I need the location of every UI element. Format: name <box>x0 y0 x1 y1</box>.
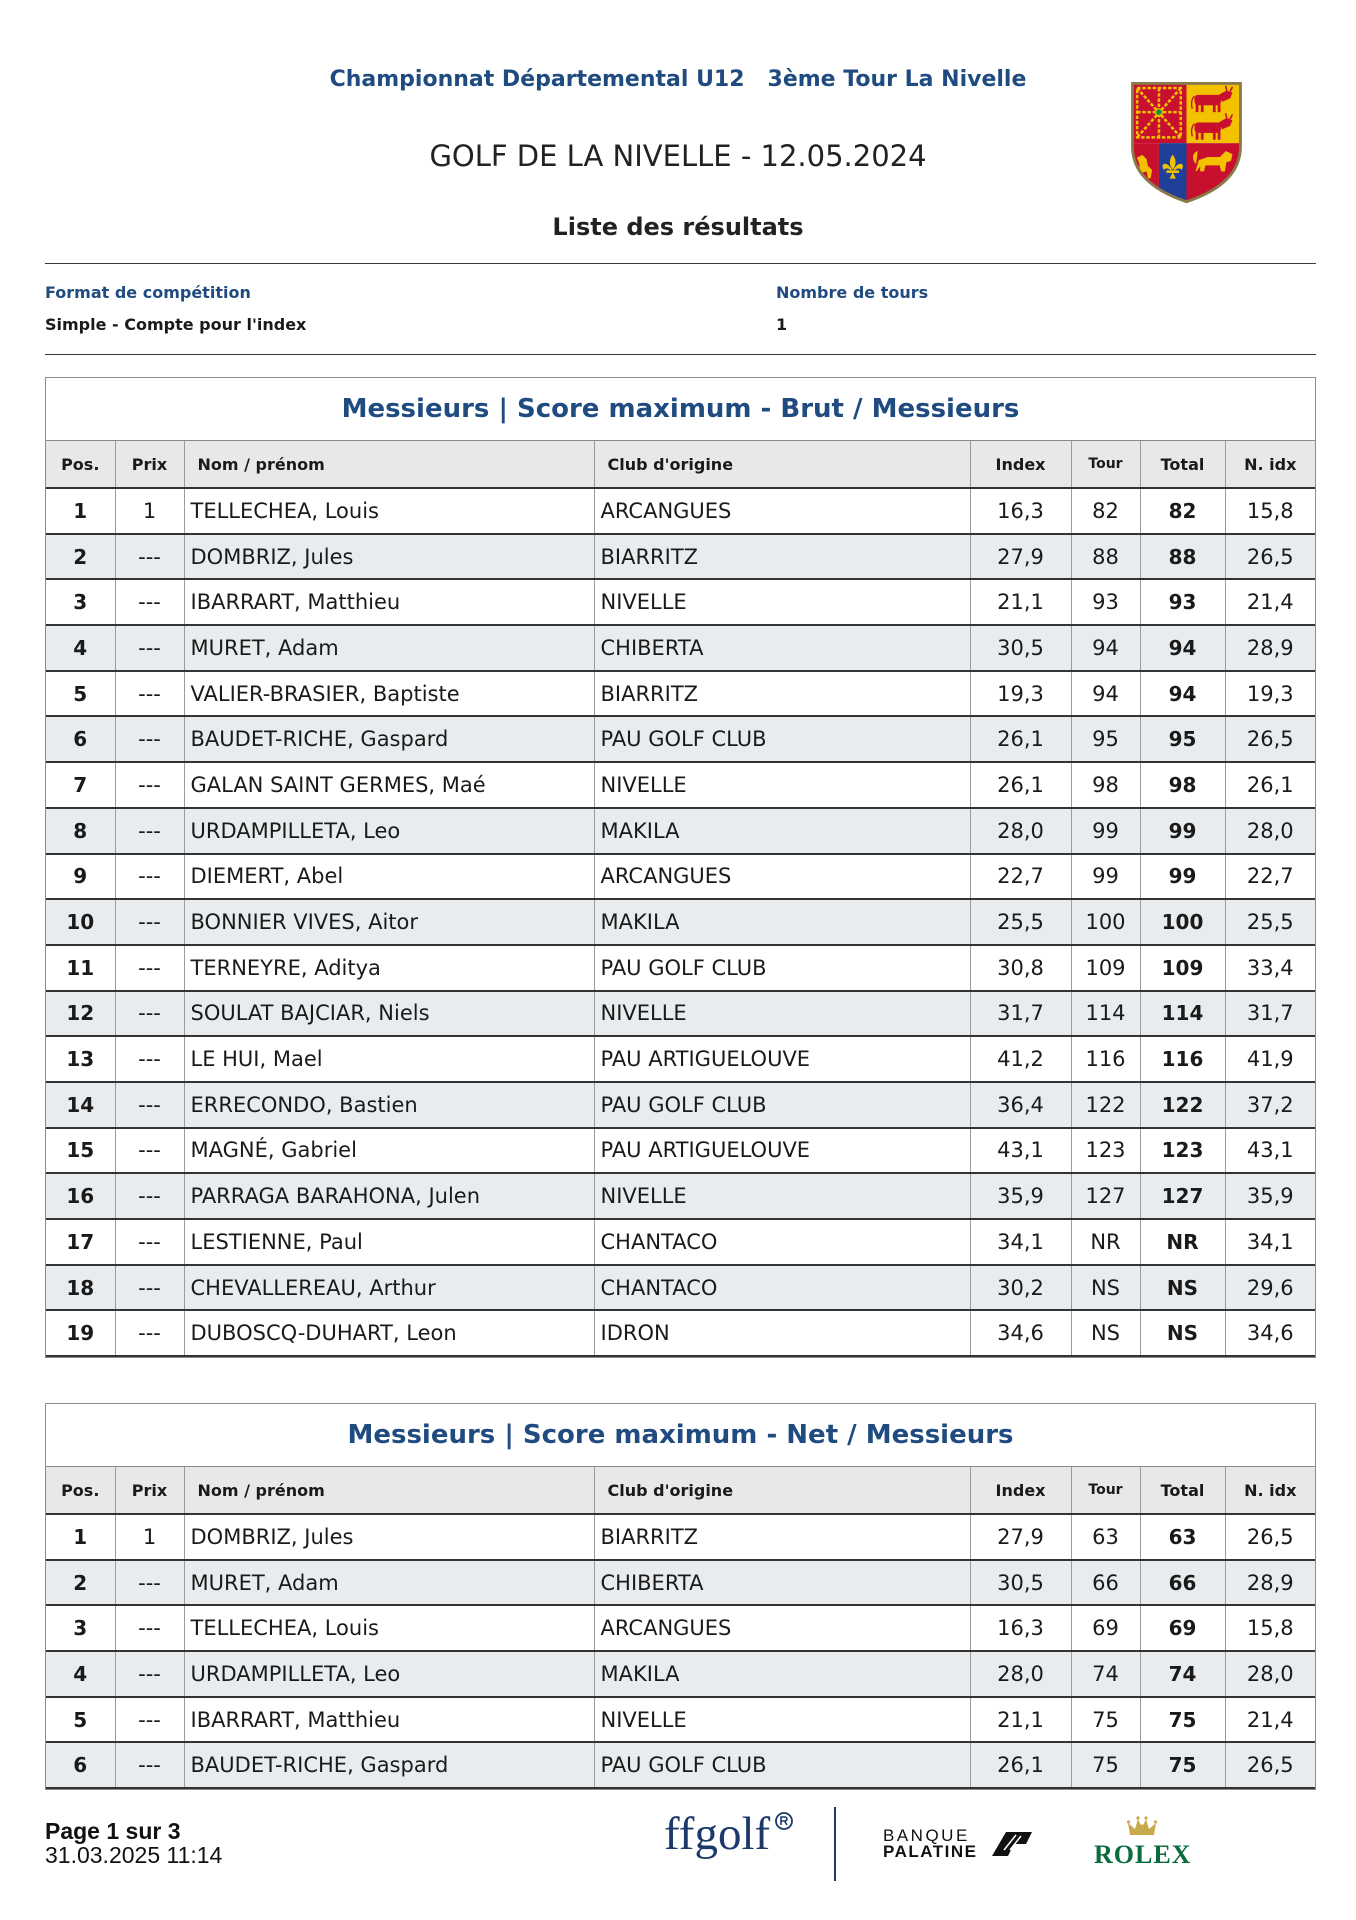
cell-tour: 122 <box>1071 1082 1140 1128</box>
cell-club: CHIBERTA <box>594 1560 970 1606</box>
cell-prix: --- <box>115 1310 184 1356</box>
cell-club: PAU GOLF CLUB <box>594 1082 970 1128</box>
cell-prix: --- <box>115 1742 184 1788</box>
cell-club: NIVELLE <box>594 762 970 808</box>
cell-prix: --- <box>115 1128 184 1174</box>
cell-tour: 74 <box>1071 1651 1140 1697</box>
cell-name: URDAMPILLETA, Leo <box>184 808 594 854</box>
cell-nidx: 26,5 <box>1225 1514 1315 1560</box>
cell-tour: 100 <box>1071 899 1140 945</box>
cell-tour: NS <box>1071 1310 1140 1356</box>
cell-club: IDRON <box>594 1310 970 1356</box>
cell-prix: --- <box>115 762 184 808</box>
cell-pos: 2 <box>46 1560 115 1606</box>
cell-name: CHEVALLEREAU, Arthur <box>184 1265 594 1311</box>
cell-pos: 18 <box>46 1265 115 1311</box>
cell-index: 30,2 <box>970 1265 1071 1311</box>
table-row <box>46 1514 1315 1560</box>
sponsor-divider <box>834 1807 836 1881</box>
cell-name: LE HUI, Mael <box>184 1036 594 1082</box>
cell-tour: 127 <box>1071 1173 1140 1219</box>
column-header-index: Index <box>970 441 1071 488</box>
cell-total: 82 <box>1140 488 1225 534</box>
table-row <box>46 808 1315 854</box>
column-header-tour: Tour <box>1071 1467 1140 1514</box>
cell-prix: --- <box>115 1265 184 1311</box>
cell-pos: 5 <box>46 671 115 717</box>
cell-total: 93 <box>1140 579 1225 625</box>
cell-total: 88 <box>1140 534 1225 580</box>
table-row <box>46 488 1315 534</box>
cell-name: DIEMERT, Abel <box>184 854 594 900</box>
cell-nidx: 28,0 <box>1225 808 1315 854</box>
cell-pos: 3 <box>46 579 115 625</box>
cell-total: 127 <box>1140 1173 1225 1219</box>
cell-nidx: 34,1 <box>1225 1219 1315 1265</box>
cell-club: ARCANGUES <box>594 1605 970 1651</box>
cell-index: 34,6 <box>970 1310 1071 1356</box>
table-row <box>46 945 1315 991</box>
cell-total: 95 <box>1140 716 1225 762</box>
cell-prix: --- <box>115 1560 184 1606</box>
rounds-value: 1 <box>776 315 788 334</box>
cell-index: 43,1 <box>970 1128 1071 1174</box>
cell-name: IBARRART, Matthieu <box>184 1697 594 1743</box>
cell-pos: 19 <box>46 1310 115 1356</box>
cell-total: 114 <box>1140 991 1225 1037</box>
coat-of-arms-icon <box>1129 80 1244 204</box>
cell-index: 28,0 <box>970 808 1071 854</box>
cell-index: 25,5 <box>970 899 1071 945</box>
cell-index: 22,7 <box>970 854 1071 900</box>
cell-name: MAGNÉ, Gabriel <box>184 1128 594 1174</box>
table-row <box>46 899 1315 945</box>
cell-nidx: 19,3 <box>1225 671 1315 717</box>
header-divider <box>45 263 1316 264</box>
results-table-net <box>45 1403 1316 1790</box>
cell-total: 122 <box>1140 1082 1225 1128</box>
table-row <box>46 1128 1315 1174</box>
table-title: Messieurs | Score maximum - Net / Messieurs <box>46 1404 1315 1467</box>
cell-club: PAU GOLF CLUB <box>594 716 970 762</box>
cell-prix: 1 <box>115 1514 184 1560</box>
cell-tour: 109 <box>1071 945 1140 991</box>
cell-prix: --- <box>115 991 184 1037</box>
table-row <box>46 1082 1315 1128</box>
cell-total: 116 <box>1140 1036 1225 1082</box>
cell-total: NR <box>1140 1219 1225 1265</box>
cell-total: 94 <box>1140 671 1225 717</box>
cell-pos: 10 <box>46 899 115 945</box>
cell-nidx: 21,4 <box>1225 1697 1315 1743</box>
cell-tour: 75 <box>1071 1697 1140 1743</box>
cell-club: BIARRITZ <box>594 1514 970 1560</box>
cell-index: 16,3 <box>970 488 1071 534</box>
column-header-prix: Prix <box>115 1467 184 1514</box>
cell-index: 41,2 <box>970 1036 1071 1082</box>
cell-tour: 99 <box>1071 854 1140 900</box>
column-header-pos: Pos. <box>46 441 115 488</box>
cell-prix: --- <box>115 808 184 854</box>
cell-name: DUBOSCQ-DUHART, Leon <box>184 1310 594 1356</box>
cell-prix: --- <box>115 1605 184 1651</box>
cell-pos: 4 <box>46 625 115 671</box>
cell-prix: --- <box>115 671 184 717</box>
cell-club: PAU GOLF CLUB <box>594 945 970 991</box>
cell-index: 36,4 <box>970 1082 1071 1128</box>
cell-nidx: 15,8 <box>1225 488 1315 534</box>
cell-index: 19,3 <box>970 671 1071 717</box>
cell-club: CHIBERTA <box>594 625 970 671</box>
cell-pos: 2 <box>46 534 115 580</box>
cell-club: MAKILA <box>594 899 970 945</box>
column-header-name: Nom / prénom <box>184 1467 594 1514</box>
cell-name: GALAN SAINT GERMES, Maé <box>184 762 594 808</box>
cell-nidx: 37,2 <box>1225 1082 1315 1128</box>
cell-total: 100 <box>1140 899 1225 945</box>
cell-tour: NS <box>1071 1265 1140 1311</box>
cell-name: BAUDET-RICHE, Gaspard <box>184 1742 594 1788</box>
cell-prix: --- <box>115 1082 184 1128</box>
cell-tour: 94 <box>1071 671 1140 717</box>
page-number: Page 1 sur 3 <box>45 1818 181 1844</box>
cell-tour: NR <box>1071 1219 1140 1265</box>
cell-club: BIARRITZ <box>594 671 970 717</box>
column-header-total: Total <box>1140 441 1225 488</box>
cell-name: ERRECONDO, Bastien <box>184 1082 594 1128</box>
cell-index: 21,1 <box>970 1697 1071 1743</box>
cell-pos: 7 <box>46 762 115 808</box>
cell-club: NIVELLE <box>594 991 970 1037</box>
column-header-index: Index <box>970 1467 1071 1514</box>
cell-tour: 99 <box>1071 808 1140 854</box>
cell-pos: 6 <box>46 716 115 762</box>
cell-total: 99 <box>1140 808 1225 854</box>
cell-prix: --- <box>115 854 184 900</box>
cell-nidx: 26,5 <box>1225 1742 1315 1788</box>
format-value: Simple - Compte pour l'index <box>45 315 307 334</box>
cell-club: ARCANGUES <box>594 854 970 900</box>
cell-index: 31,7 <box>970 991 1071 1037</box>
table-row <box>46 1560 1315 1606</box>
cell-total: 63 <box>1140 1514 1225 1560</box>
table-header-row <box>46 1467 1315 1514</box>
cell-tour: 69 <box>1071 1605 1140 1651</box>
cell-total: NS <box>1140 1310 1225 1356</box>
cell-pos: 16 <box>46 1173 115 1219</box>
table-header-row <box>46 441 1315 488</box>
cell-index: 26,1 <box>970 1742 1071 1788</box>
column-header-club: Club d'origine <box>594 441 970 488</box>
cell-tour: 75 <box>1071 1742 1140 1788</box>
cell-nidx: 43,1 <box>1225 1128 1315 1174</box>
cell-nidx: 28,9 <box>1225 1560 1315 1606</box>
table-row <box>46 1310 1315 1356</box>
cell-club: CHANTACO <box>594 1265 970 1311</box>
cell-total: 123 <box>1140 1128 1225 1174</box>
cell-tour: 95 <box>1071 716 1140 762</box>
cell-total: 66 <box>1140 1560 1225 1606</box>
table-title: Messieurs | Score maximum - Brut / Messieurs <box>46 378 1315 441</box>
cell-total: 94 <box>1140 625 1225 671</box>
cell-name: TELLECHEA, Louis <box>184 1605 594 1651</box>
table-row <box>46 762 1315 808</box>
banque-palatine-logo-line1: BANQUE <box>883 1826 970 1845</box>
cell-tour: 66 <box>1071 1560 1140 1606</box>
cell-club: NIVELLE <box>594 1697 970 1743</box>
cell-nidx: 31,7 <box>1225 991 1315 1037</box>
results-table-brut <box>45 377 1316 1358</box>
cell-tour: 123 <box>1071 1128 1140 1174</box>
cell-tour: 63 <box>1071 1514 1140 1560</box>
cell-name: TELLECHEA, Louis <box>184 488 594 534</box>
table-row <box>46 1173 1315 1219</box>
column-header-total: Total <box>1140 1467 1225 1514</box>
cell-tour: 98 <box>1071 762 1140 808</box>
cell-index: 30,8 <box>970 945 1071 991</box>
cell-pos: 12 <box>46 991 115 1037</box>
column-header-nidx: N. idx <box>1225 441 1315 488</box>
competition-title: Championnat Départemental U12 3ème Tour La Nivelle <box>329 67 1027 92</box>
cell-name: BONNIER VIVES, Aitor <box>184 899 594 945</box>
cell-index: 16,3 <box>970 1605 1071 1651</box>
cell-club: MAKILA <box>594 1651 970 1697</box>
cell-index: 26,1 <box>970 762 1071 808</box>
cell-pos: 17 <box>46 1219 115 1265</box>
cell-name: BAUDET-RICHE, Gaspard <box>184 716 594 762</box>
cell-index: 34,1 <box>970 1219 1071 1265</box>
cell-index: 26,1 <box>970 716 1071 762</box>
table-row <box>46 534 1315 580</box>
table-row <box>46 579 1315 625</box>
cell-pos: 1 <box>46 488 115 534</box>
cell-nidx: 15,8 <box>1225 1605 1315 1651</box>
cell-prix: --- <box>115 1651 184 1697</box>
cell-pos: 11 <box>46 945 115 991</box>
table-row <box>46 854 1315 900</box>
table-row <box>46 991 1315 1037</box>
table-row <box>46 1605 1315 1651</box>
cell-name: PARRAGA BARAHONA, Julen <box>184 1173 594 1219</box>
cell-club: PAU ARTIGUELOUVE <box>594 1128 970 1174</box>
column-header-prix: Prix <box>115 441 184 488</box>
cell-nidx: 26,1 <box>1225 762 1315 808</box>
table-row <box>46 1265 1315 1311</box>
cell-total: NS <box>1140 1265 1225 1311</box>
cell-pos: 15 <box>46 1128 115 1174</box>
format-label: Format de compétition <box>45 283 251 302</box>
cell-club: NIVELLE <box>594 579 970 625</box>
cell-prix: --- <box>115 534 184 580</box>
cell-club: BIARRITZ <box>594 534 970 580</box>
cell-name: MURET, Adam <box>184 1560 594 1606</box>
cell-prix: --- <box>115 1219 184 1265</box>
cell-nidx: 35,9 <box>1225 1173 1315 1219</box>
cell-prix: --- <box>115 945 184 991</box>
cell-total: 69 <box>1140 1605 1225 1651</box>
cell-name: MURET, Adam <box>184 625 594 671</box>
table-row <box>46 1651 1315 1697</box>
cell-pos: 4 <box>46 1651 115 1697</box>
cell-total: 74 <box>1140 1651 1225 1697</box>
cell-index: 27,9 <box>970 534 1071 580</box>
cell-pos: 9 <box>46 854 115 900</box>
cell-index: 28,0 <box>970 1651 1071 1697</box>
crown-icon <box>1127 1814 1157 1838</box>
cell-pos: 8 <box>46 808 115 854</box>
table-row <box>46 1697 1315 1743</box>
cell-tour: 114 <box>1071 991 1140 1037</box>
info-divider <box>45 354 1316 355</box>
cell-total: 75 <box>1140 1697 1225 1743</box>
cell-total: 99 <box>1140 854 1225 900</box>
cell-prix: --- <box>115 716 184 762</box>
cell-pos: 6 <box>46 1742 115 1788</box>
cell-name: VALIER-BRASIER, Baptiste <box>184 671 594 717</box>
table-row <box>46 716 1315 762</box>
cell-name: TERNEYRE, Aditya <box>184 945 594 991</box>
cell-name: LESTIENNE, Paul <box>184 1219 594 1265</box>
banque-palatine-logo-line2: PALATINE <box>883 1842 978 1861</box>
cell-prix: --- <box>115 1173 184 1219</box>
results-grid <box>46 441 1315 1357</box>
table-row <box>46 1036 1315 1082</box>
results-list-title: Liste des résultats <box>552 213 804 241</box>
cell-nidx: 28,0 <box>1225 1651 1315 1697</box>
cell-prix: --- <box>115 1036 184 1082</box>
cell-club: PAU ARTIGUELOUVE <box>594 1036 970 1082</box>
cell-nidx: 21,4 <box>1225 579 1315 625</box>
cell-prix: --- <box>115 579 184 625</box>
cell-nidx: 33,4 <box>1225 945 1315 991</box>
cell-index: 35,9 <box>970 1173 1071 1219</box>
column-header-name: Nom / prénom <box>184 441 594 488</box>
results-grid <box>46 1467 1315 1789</box>
column-header-club: Club d'origine <box>594 1467 970 1514</box>
cell-tour: 94 <box>1071 625 1140 671</box>
cell-total: 75 <box>1140 1742 1225 1788</box>
table-row <box>46 625 1315 671</box>
cell-club: PAU GOLF CLUB <box>594 1742 970 1788</box>
table-row <box>46 1219 1315 1265</box>
cell-tour: 93 <box>1071 579 1140 625</box>
cell-pos: 5 <box>46 1697 115 1743</box>
cell-nidx: 22,7 <box>1225 854 1315 900</box>
cell-nidx: 28,9 <box>1225 625 1315 671</box>
cell-pos: 13 <box>46 1036 115 1082</box>
ffgolf-logo: ffgolf <box>664 1808 771 1860</box>
cell-index: 30,5 <box>970 625 1071 671</box>
cell-prix: --- <box>115 625 184 671</box>
cell-nidx: 29,6 <box>1225 1265 1315 1311</box>
cell-index: 21,1 <box>970 579 1071 625</box>
print-datetime: 31.03.2025 11:14 <box>45 1842 223 1868</box>
cell-club: ARCANGUES <box>594 488 970 534</box>
cell-prix: --- <box>115 1697 184 1743</box>
cell-name: SOULAT BAJCIAR, Niels <box>184 991 594 1037</box>
cell-tour: 116 <box>1071 1036 1140 1082</box>
cell-tour: 82 <box>1071 488 1140 534</box>
cell-pos: 14 <box>46 1082 115 1128</box>
column-header-tour: Tour <box>1071 441 1140 488</box>
cell-club: NIVELLE <box>594 1173 970 1219</box>
cell-index: 30,5 <box>970 1560 1071 1606</box>
cell-name: DOMBRIZ, Jules <box>184 1514 594 1560</box>
course-and-date: GOLF DE LA NIVELLE - 12.05.2024 <box>429 139 927 173</box>
cell-total: 98 <box>1140 762 1225 808</box>
sail-icon <box>990 1830 1034 1858</box>
cell-name: IBARRART, Matthieu <box>184 579 594 625</box>
registered-mark-icon <box>774 1811 794 1831</box>
column-header-pos: Pos. <box>46 1467 115 1514</box>
cell-nidx: 34,6 <box>1225 1310 1315 1356</box>
cell-pos: 3 <box>46 1605 115 1651</box>
cell-index: 27,9 <box>970 1514 1071 1560</box>
cell-club: MAKILA <box>594 808 970 854</box>
cell-pos: 1 <box>46 1514 115 1560</box>
rounds-label: Nombre de tours <box>776 283 929 302</box>
table-row <box>46 671 1315 717</box>
cell-nidx: 25,5 <box>1225 899 1315 945</box>
cell-nidx: 26,5 <box>1225 534 1315 580</box>
cell-name: URDAMPILLETA, Leo <box>184 1651 594 1697</box>
cell-nidx: 26,5 <box>1225 716 1315 762</box>
cell-total: 109 <box>1140 945 1225 991</box>
column-header-nidx: N. idx <box>1225 1467 1315 1514</box>
cell-nidx: 41,9 <box>1225 1036 1315 1082</box>
cell-name: DOMBRIZ, Jules <box>184 534 594 580</box>
cell-club: CHANTACO <box>594 1219 970 1265</box>
cell-prix: 1 <box>115 488 184 534</box>
cell-tour: 88 <box>1071 534 1140 580</box>
table-row <box>46 1742 1315 1788</box>
rolex-logo: ROLEX <box>1094 1840 1192 1869</box>
cell-prix: --- <box>115 899 184 945</box>
